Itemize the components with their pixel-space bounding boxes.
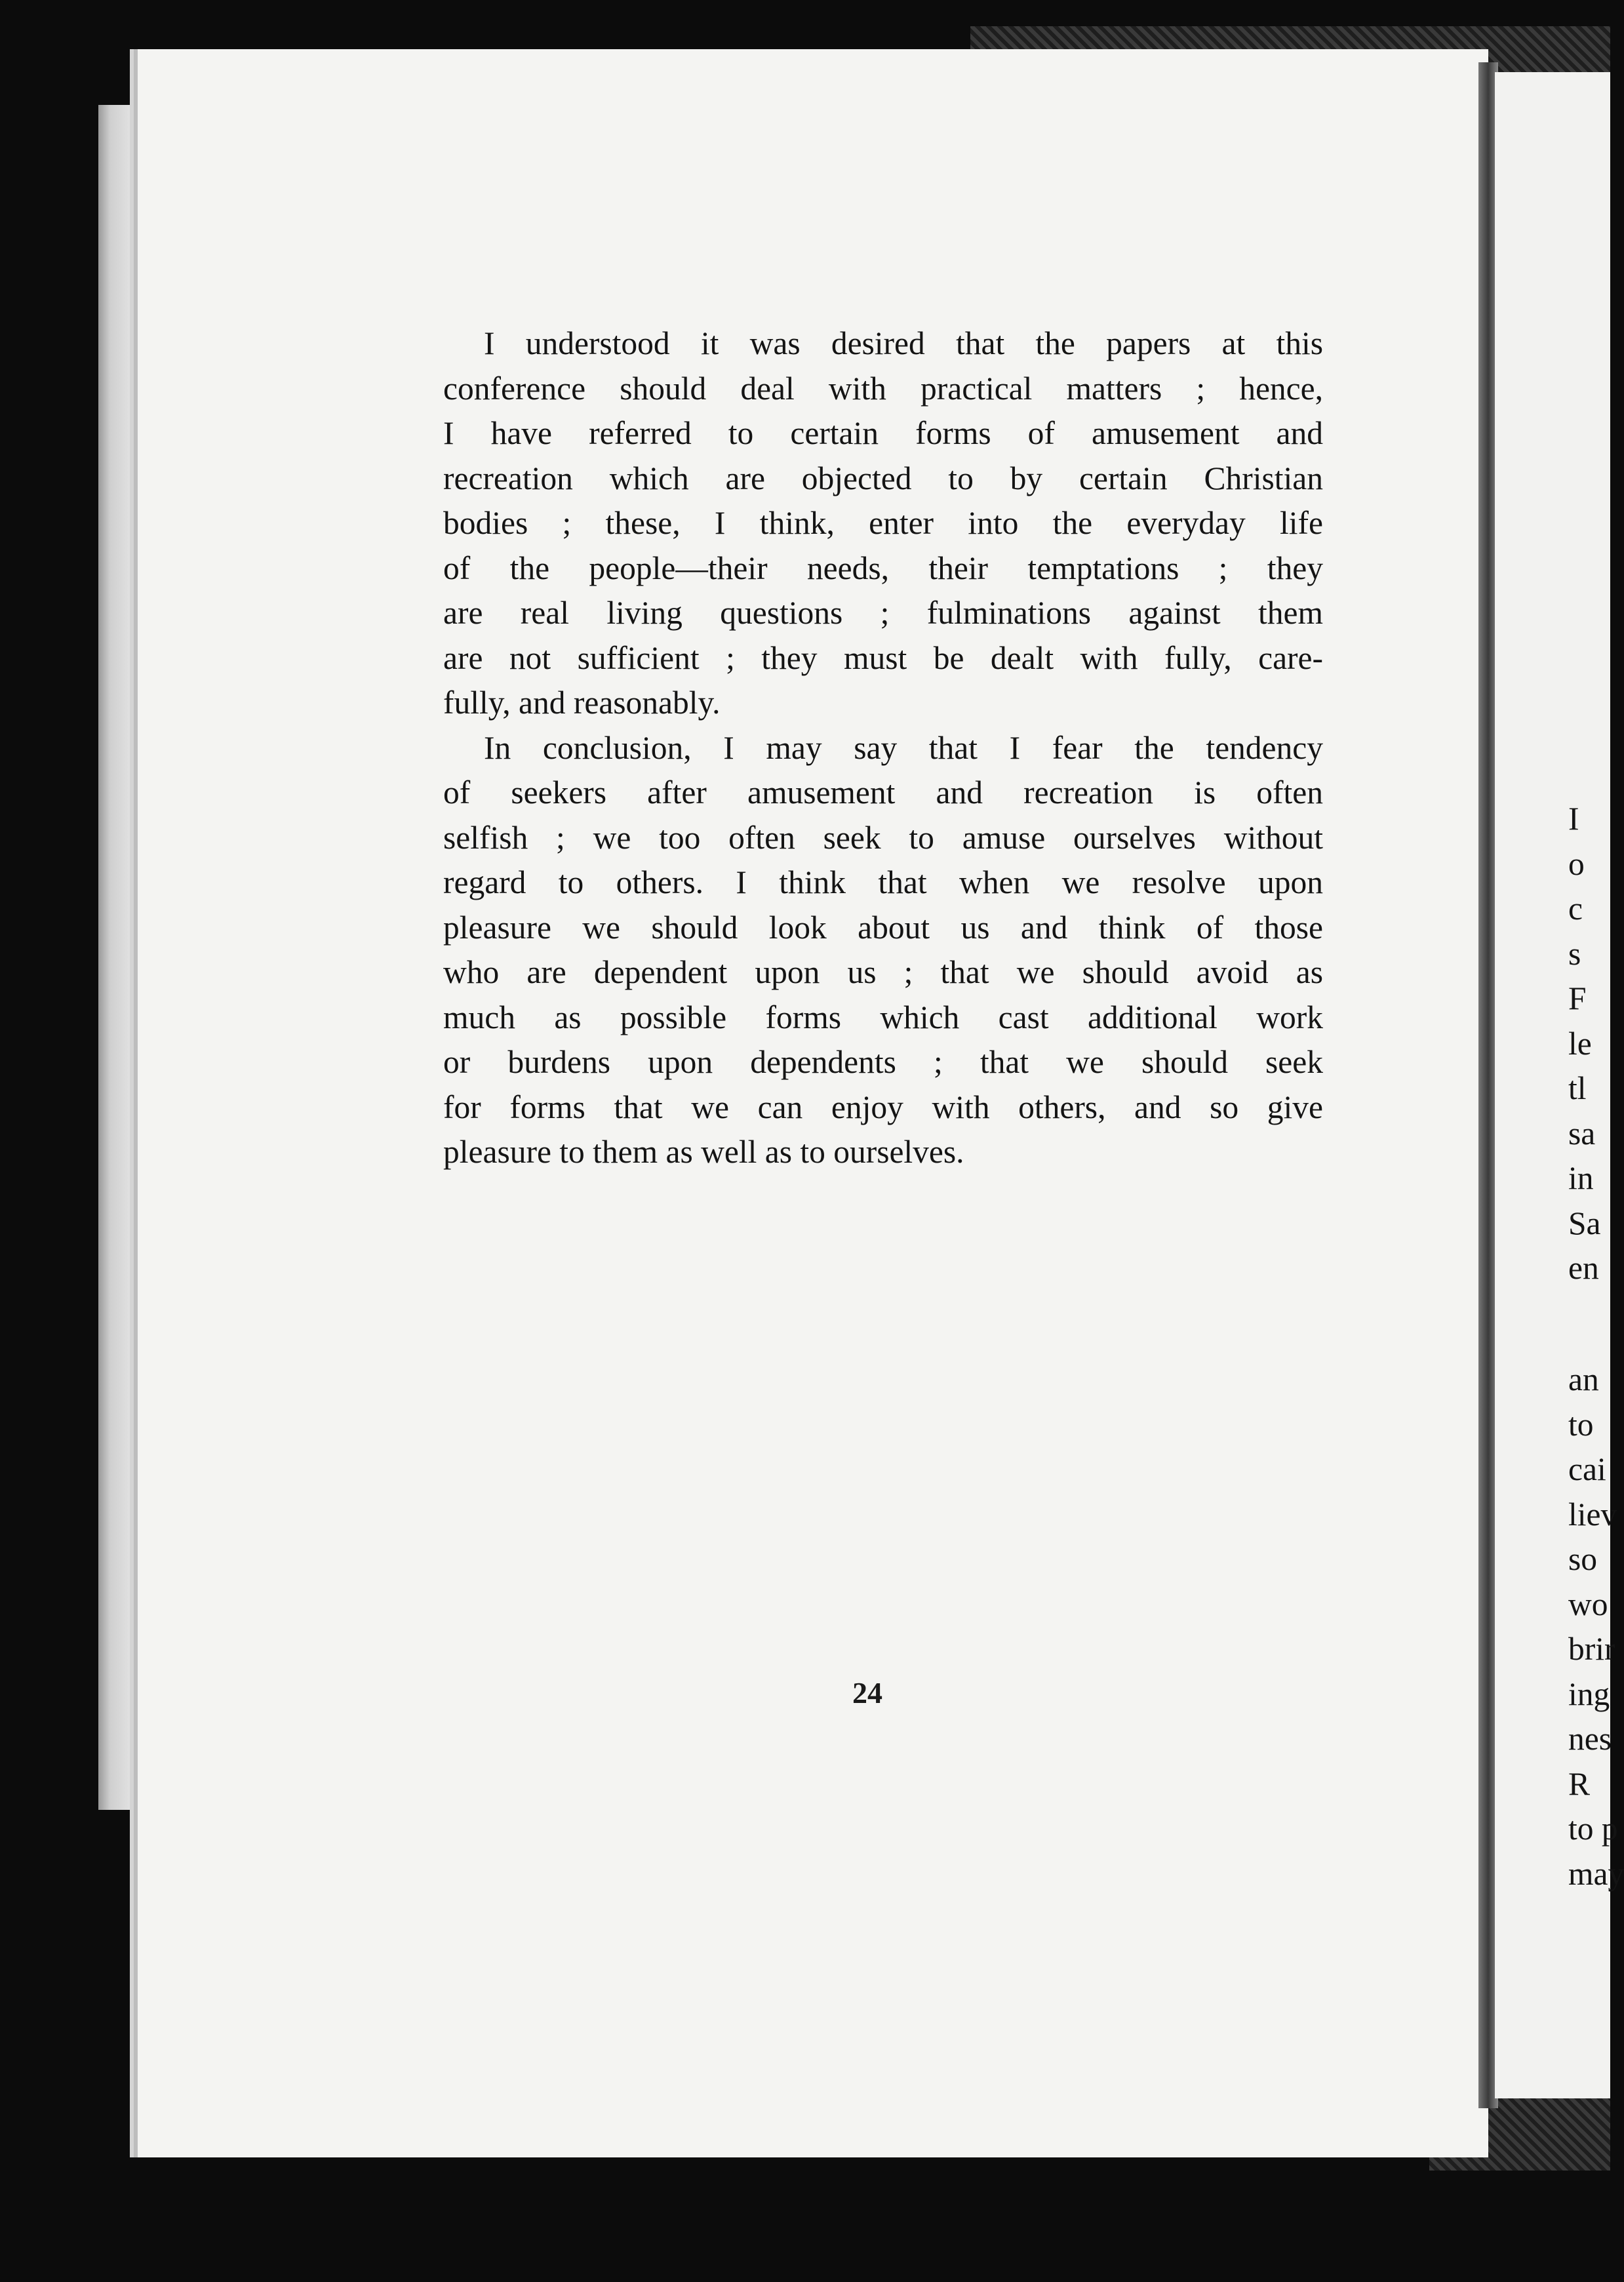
- facing-fragment: so: [1568, 1541, 1598, 1577]
- facing-fragment: to p: [1568, 1811, 1618, 1847]
- facing-fragment: wo: [1568, 1586, 1608, 1622]
- text-line: recreation which are objected to by certain Christian: [443, 460, 1323, 496]
- facing-fragment: in: [1568, 1160, 1594, 1196]
- facing-page-text-fragments: [1568, 1357, 1624, 1896]
- facing-fragment: an: [1568, 1361, 1599, 1397]
- text-line: are real living questions ; fulminations against them: [443, 595, 1323, 631]
- page-number: 24: [852, 1676, 882, 1710]
- text-line: conference should deal with practical matters ; hence,: [443, 370, 1323, 407]
- facing-fragment: I: [1568, 801, 1579, 837]
- facing-fragment: R: [1568, 1765, 1591, 1802]
- facing-fragment: tl: [1568, 1070, 1587, 1106]
- text-line: pleasure we should look about us and think of those: [443, 909, 1323, 946]
- facing-fragment: F: [1568, 980, 1587, 1016]
- facing-fragment: s: [1568, 935, 1581, 972]
- text-line: of seekers after amusement and recreation is often: [443, 774, 1323, 811]
- facing-fragment: c: [1568, 891, 1583, 927]
- text-line: In conclusion, I may say that I fear the tendency: [484, 729, 1323, 766]
- text-line: much as possible forms which cast additional work: [443, 999, 1323, 1035]
- facing-fragment: sa: [1568, 1115, 1596, 1151]
- text-line: who are dependent upon us ; that we should avoid as: [443, 954, 1323, 990]
- text-line: bodies ; these, I think, enter into the everyday life: [443, 505, 1323, 541]
- facing-fragment: to: [1568, 1406, 1594, 1443]
- facing-fragment: may: [1568, 1855, 1624, 1892]
- facing-fragment: o: [1568, 845, 1585, 882]
- text-line: pleasure to them as well as to ourselves.: [443, 1134, 964, 1170]
- facing-fragment: en: [1568, 1250, 1599, 1286]
- text-line: I understood it was desired that the papers at this: [484, 325, 1323, 361]
- facing-fragment: le: [1568, 1025, 1592, 1062]
- facing-fragment: ing: [1568, 1675, 1610, 1712]
- paragraph-1: [443, 321, 1323, 726]
- text-line: regard to others. I think that when we resolve upon: [443, 864, 1323, 900]
- facing-fragment: brir: [1568, 1631, 1615, 1667]
- text-line: of the people—their needs, their temptations ; they: [443, 550, 1323, 586]
- facing-fragment: Sa: [1568, 1205, 1601, 1241]
- text-line: I have referred to certain forms of amusement and: [443, 415, 1323, 451]
- text-line: for forms that we can enjoy with others, and so give: [443, 1089, 1323, 1125]
- text-line: selfish ; we too often seek to amuse ourselves without: [443, 819, 1323, 856]
- text-line: or burdens upon dependents ; that we should seek: [443, 1044, 1323, 1080]
- facing-fragment: nes: [1568, 1721, 1612, 1757]
- text-line: fully, and reasonably.: [443, 685, 721, 721]
- facing-fragment: cai: [1568, 1451, 1606, 1487]
- page-body-text: [443, 321, 1323, 1175]
- facing-fragment: liev: [1568, 1496, 1617, 1532]
- facing-page-text-fragments: [1568, 797, 1610, 1291]
- paragraph-2: [443, 726, 1323, 1175]
- text-line: are not sufficient ; they must be dealt with fully, care-: [443, 639, 1323, 676]
